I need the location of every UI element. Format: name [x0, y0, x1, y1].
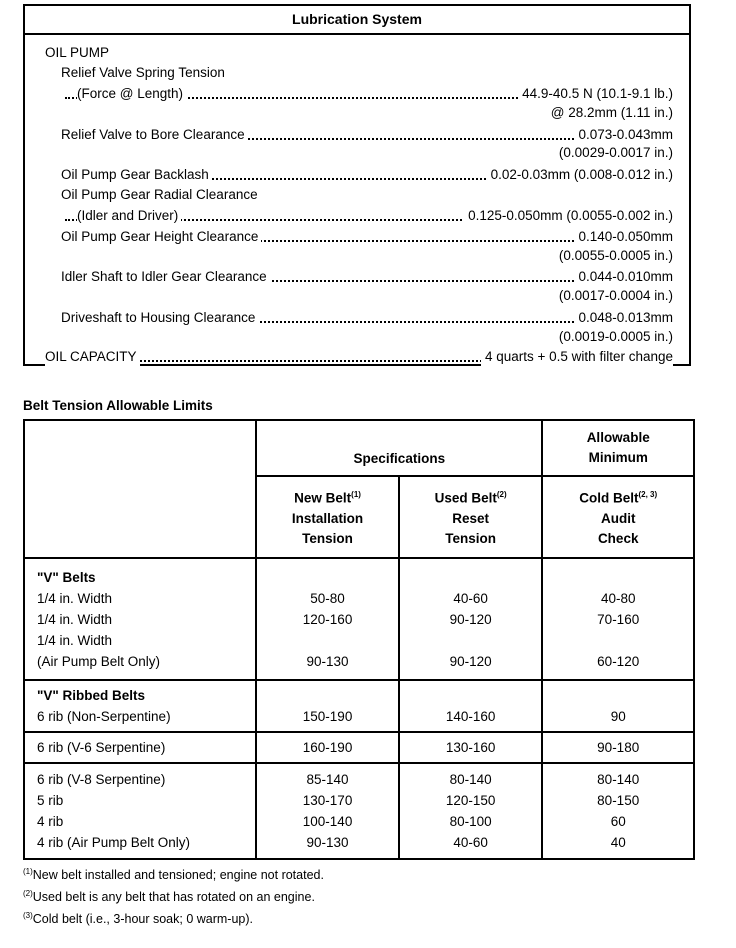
row-label: 4 rib (Air Pump Belt Only) [37, 835, 191, 850]
value-cell: 80-100 [449, 814, 492, 829]
cold-belt-line3: Check [597, 530, 639, 546]
relief-spring-value2: @ 28.2mm (1.11 in.) [550, 105, 673, 120]
value-cell: 90-120 [449, 611, 492, 627]
value-cell: 40-60 [453, 835, 488, 850]
footnote-mark: (2) [23, 889, 33, 898]
value-cell: 60 [610, 814, 626, 829]
allowable-line2: Minimum [588, 450, 648, 465]
allowable-header [542, 420, 694, 476]
row-label: 6 rib (V-6 Serpentine) [37, 740, 166, 755]
relief-bore-row [25, 126, 689, 144]
radial-sub: (Idler and Driver) [77, 207, 181, 225]
value-cell: 90-130 [306, 835, 349, 850]
new-belt-line3: Tension [302, 530, 353, 546]
table-row [24, 732, 694, 763]
value-cell: 90 [610, 709, 626, 724]
relief-bore-value: 0.073-0.043mm [574, 126, 673, 144]
height-label: Oil Pump Gear Height Clearance [61, 228, 261, 246]
height-value: 0.140-0.050mm [574, 228, 673, 246]
used-belt-line1: Used Belt [434, 490, 497, 506]
ribbed-new [256, 680, 399, 732]
v6-used [399, 732, 543, 763]
cold-belt-line2: Audit [600, 510, 636, 526]
value-cell: 120-160 [302, 611, 353, 627]
footnote-mark: (1) [23, 867, 33, 876]
used-belt-line3: Tension [445, 530, 497, 546]
specifications-label: Specifications [353, 451, 446, 466]
footnote-3 [23, 905, 253, 930]
value-cell: 80-140 [597, 772, 640, 787]
footnote-text: Cold belt (i.e., 3-hour soak; 0 warm-up). [32, 912, 254, 927]
footnote-text: New belt installed and tensioned; engine not rotated. [32, 868, 324, 883]
lubrication-title: Lubrication System [25, 6, 689, 35]
value-cell: 130-160 [445, 740, 496, 755]
ribbed-labels [24, 680, 256, 732]
ribbed-cold [542, 680, 694, 732]
v-belts-cold [542, 558, 694, 680]
used-belt-line2: Reset [452, 510, 490, 526]
capacity-label: OIL CAPACITY [45, 348, 140, 366]
relief-spring-sub: (Force @ Length) [77, 85, 186, 103]
value-cell: 120-150 [445, 793, 496, 808]
table-row [24, 680, 694, 732]
idler-row [25, 268, 689, 286]
new-belt-line1: New Belt [294, 490, 352, 506]
specifications-header [256, 420, 542, 476]
value-cell: 140-160 [445, 709, 496, 724]
row-label: 1/4 in. Width [37, 611, 113, 627]
group4-used [399, 763, 543, 859]
value-cell: 100-140 [302, 814, 353, 829]
cold-belt-line1: Cold Belt [579, 490, 639, 506]
new-belt-line2: Installation [291, 510, 364, 526]
drive-value2: (0.0019-0.0005 in.) [558, 329, 673, 344]
table-row [24, 763, 694, 859]
backlash-row [25, 166, 689, 184]
radial-value: 0.125-0.050mm (0.0055-0.002 in.) [464, 207, 673, 225]
new-belt-header [256, 476, 399, 558]
oil-pump-label: OIL PUMP [45, 45, 110, 60]
v6-new [256, 732, 399, 763]
row-label: 4 rib [37, 814, 64, 829]
value-cell: 90-120 [449, 653, 492, 669]
table-row [24, 558, 694, 680]
value-cell: 40 [610, 835, 626, 850]
value-cell: 80-150 [597, 793, 640, 808]
group4-cold [542, 763, 694, 859]
empty-header-cell [24, 420, 256, 558]
value-cell: 80-140 [449, 772, 492, 787]
idler-label: Idler Shaft to Idler Gear Clearance [61, 268, 270, 286]
idler-value2: (0.0017-0.0004 in.) [558, 288, 673, 303]
relief-spring-value: 44.9-40.5 N (10.1-9.1 lb.) [518, 85, 673, 103]
row-label: 5 rib [37, 793, 64, 808]
value-cell: 60-120 [597, 653, 640, 669]
v-belts-title: "V" Belts [37, 569, 96, 585]
v6-label [24, 732, 256, 763]
backlash-value: 0.02-0.03mm (0.008-0.012 in.) [487, 166, 673, 184]
row-label: 1/4 in. Width [37, 632, 113, 648]
relief-bore-value2: (0.0029-0.0017 in.) [558, 145, 673, 160]
value-cell: 130-170 [302, 793, 353, 808]
used-belt-header [399, 476, 543, 558]
footnote-ref-1: (1) [351, 490, 361, 500]
value-cell: 90-130 [306, 653, 349, 669]
row-label: 6 rib (Non-Serpentine) [37, 709, 171, 724]
height-value2: (0.0055-0.0005 in.) [558, 248, 673, 263]
drive-value: 0.048-0.013mm [574, 309, 673, 327]
value-cell: 70-160 [597, 611, 640, 627]
cold-belt-header [542, 476, 694, 558]
value-cell: 85-140 [306, 772, 349, 787]
v-belts-new [256, 558, 399, 680]
capacity-value: 4 quarts + 0.5 with filter change [481, 348, 673, 366]
relief-spring-row [25, 85, 689, 103]
footnote-ref-2: (2) [496, 490, 507, 500]
value-cell: 90-180 [597, 740, 640, 755]
v-belts-labels [24, 558, 256, 680]
value-cell: 40-60 [453, 590, 488, 606]
group4-labels [24, 763, 256, 859]
backlash-label: Oil Pump Gear Backlash [61, 166, 212, 184]
belt-heading: Belt Tension Allowable Limits [23, 398, 213, 413]
row-label: 1/4 in. Width [37, 590, 113, 606]
idler-value: 0.044-0.010mm [574, 268, 673, 286]
value-cell: 40-80 [600, 590, 636, 606]
capacity-row [25, 348, 689, 366]
value-cell: 150-190 [302, 709, 353, 724]
relief-spring-label: Relief Valve Spring Tension [61, 65, 225, 80]
group4-new [256, 763, 399, 859]
row-label: (Air Pump Belt Only) [37, 653, 161, 669]
ribbed-used [399, 680, 543, 732]
ribbed-title: "V" Ribbed Belts [37, 688, 146, 703]
footnote-mark: (3) [23, 911, 33, 920]
lubrication-system-box [23, 4, 691, 366]
v-belts-used [399, 558, 543, 680]
relief-bore-label: Relief Valve to Bore Clearance [61, 126, 248, 144]
belt-tension-table [23, 419, 695, 860]
allowable-line1: Allowable [586, 430, 650, 445]
drive-label: Driveshaft to Housing Clearance [61, 309, 258, 327]
row-label: 6 rib (V-8 Serpentine) [37, 772, 166, 787]
footnote-ref-2-3: (2, 3) [638, 490, 658, 500]
value-cell: 160-190 [302, 740, 353, 755]
radial-row [25, 207, 689, 225]
footnote-text: Used belt is any belt that has rotated on an engine. [32, 890, 315, 905]
value-cell: 50-80 [310, 590, 345, 606]
drive-row [25, 309, 689, 327]
v6-cold [542, 732, 694, 763]
height-row [25, 228, 689, 246]
radial-label: Oil Pump Gear Radial Clearance [61, 187, 258, 202]
